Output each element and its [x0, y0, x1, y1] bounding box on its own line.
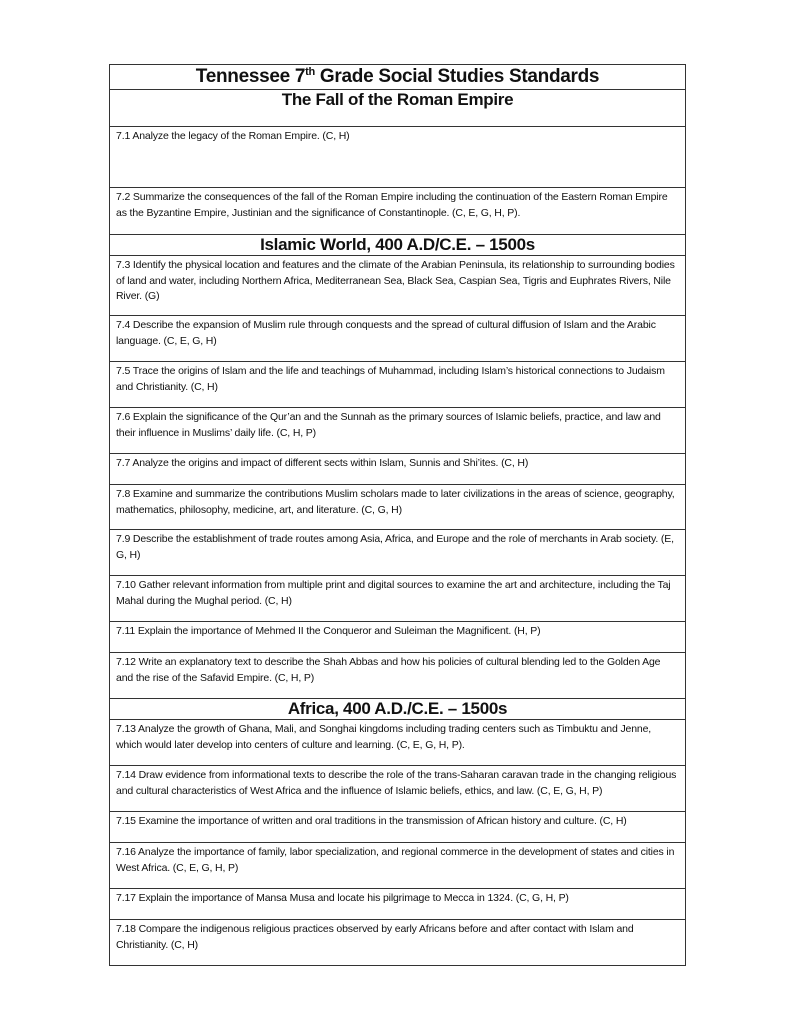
standards-table	[109, 64, 686, 966]
standard-7-10: 7.10 Gather relevant information from multiple print and digital sources to examine the art and architecture, including the Taj Mahal during the Mughal period. (C, H)	[110, 576, 685, 622]
standard-7-3: 7.3 Identify the physical location and features and the climate of the Arabian Peninsula, its relationship to surrounding bodies of land and water, including Northern Africa, Mediterranean Sea, Black Sea, Caspian Sea, Tigris and Euphrates Rivers, Nile River. (G)	[110, 256, 685, 316]
section-heading-islamic-world: Islamic World, 400 A.D/C.E. – 1500s	[110, 235, 685, 256]
standard-7-12: 7.12 Write an explanatory text to describe the Shah Abbas and how his policies of cultural blending led to the Golden Age and the rise of the Safavid Empire. (C, H, P)	[110, 653, 685, 699]
standard-7-11: 7.11 Explain the importance of Mehmed II the Conqueror and Suleiman the Magnificent. (H, P)	[110, 622, 685, 653]
standard-7-15: 7.15 Examine the importance of written and oral traditions in the transmission of African history and culture. (C, H)	[110, 812, 685, 843]
title-superscript: th	[305, 66, 315, 78]
standard-7-2: 7.2 Summarize the consequences of the fall of the Roman Empire including the continuation of the Eastern Roman Empire as the Byzantine Empire, Justinian and the significance of Constantinople. (C, E, G, H, P).	[110, 188, 685, 235]
document-title: Tennessee 7th Grade Social Studies Standards	[110, 65, 685, 90]
standard-7-7: 7.7 Analyze the origins and impact of different sects within Islam, Sunnis and Shi’ites. (C, H)	[110, 454, 685, 485]
standard-7-8: 7.8 Examine and summarize the contributions Muslim scholars made to later civilizations in the areas of science, geography, mathematics, philosophy, medicine, art, and literature. (C, G, H)	[110, 485, 685, 530]
section-heading-roman-empire: The Fall of the Roman Empire	[110, 90, 685, 127]
standard-7-16: 7.16 Analyze the importance of family, labor specialization, and regional commerce in the development of states and cities in West Africa. (C, E, G, H, P)	[110, 843, 685, 889]
standard-7-9: 7.9 Describe the establishment of trade routes among Asia, Africa, and Europe and the role of merchants in Arab society. (E, G, H)	[110, 530, 685, 576]
section-heading-africa: Africa, 400 A.D./C.E. – 1500s	[110, 699, 685, 720]
standard-7-18: 7.18 Compare the indigenous religious practices observed by early Africans before and after contact with Islam and Christianity. (C, H)	[116, 923, 634, 951]
standard-7-13: 7.13 Analyze the growth of Ghana, Mali, and Songhai kingdoms including trading centers such as Timbuktu and Jenne, which would later develop into centers of culture and learning. (C, E, G, H, P).	[110, 720, 685, 766]
standard-7-17: 7.17 Explain the importance of Mansa Musa and locate his pilgrimage to Mecca in 1324. (C, G, H, P)	[110, 889, 685, 920]
standard-7-14: 7.14 Draw evidence from informational texts to describe the role of the trans-Saharan caravan trade in the changing religious and cultural characteristics of West Africa and the influence of Islamic beliefs, ethics, and law. (C, E, G, H, P)	[110, 766, 685, 812]
standard-7-4: 7.4 Describe the expansion of Muslim rule through conquests and the spread of cultural diffusion of Islam and the Arabic language. (C, E, G, H)	[110, 316, 685, 362]
standard-7-1: 7.1 Analyze the legacy of the Roman Empire. (C, H)	[110, 127, 685, 188]
standard-7-5: 7.5 Trace the origins of Islam and the life and teachings of Muhammad, including Islam’s historical connections to Judaism and Christianity. (C, H)	[110, 362, 685, 408]
standard-7-6: 7.6 Explain the significance of the Qur’an and the Sunnah as the primary sources of Islamic beliefs, practice, and law and their influence in Muslims’ daily life. (C, H, P)	[110, 408, 685, 454]
